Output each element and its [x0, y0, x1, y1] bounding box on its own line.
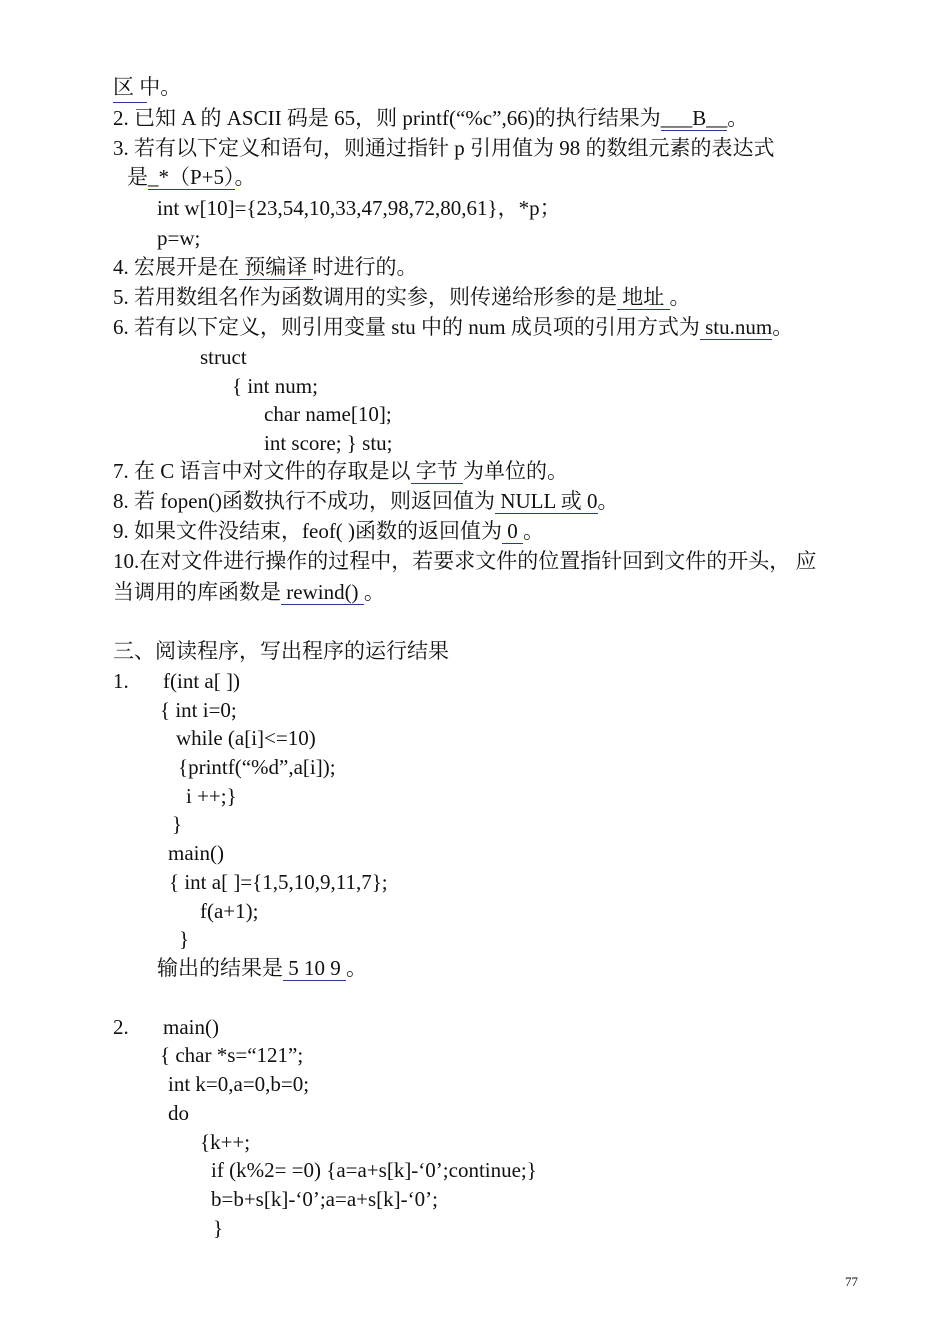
- code-line: while (a[i]<=10): [176, 726, 316, 750]
- question-text: 9. 如果文件没结束，feof( )函数的返回值为: [113, 519, 503, 543]
- question-text: 5. 若用数组名作为函数调用的实参，则传递给形参的是: [113, 285, 617, 309]
- code-line: b=b+s[k]-‘0’;a=a+s[k]-‘0’;: [211, 1187, 438, 1211]
- code-line: struct: [200, 345, 247, 369]
- answer-blank: rewind(): [281, 580, 364, 604]
- answer-blank: _*（P+5）: [148, 165, 235, 189]
- code-line: int k=0,a=0,b=0;: [168, 1072, 310, 1096]
- answer-blank: 0: [502, 519, 524, 543]
- item-number: 1.: [113, 669, 129, 693]
- code-line: {printf(“%d”,a[i]);: [178, 755, 336, 779]
- answer-blank: 地址: [617, 285, 670, 309]
- answer-blank: stu.num: [699, 315, 773, 339]
- code-line: do: [168, 1101, 189, 1125]
- text-fragment: 中。: [134, 75, 182, 99]
- text-line: [113, 254, 418, 280]
- question-text: 10.在对文件进行操作的过程中，若要求文件的位置指针回到文件的开头， 应: [113, 549, 817, 573]
- section-heading: 三、阅读程序，写出程序的运行结果: [113, 639, 449, 663]
- answer-blank: 字节: [410, 459, 464, 483]
- underline-mark: [113, 102, 147, 103]
- question-text: 4. 宏展开是在: [113, 255, 239, 279]
- question-text: 。: [234, 165, 256, 189]
- text-line: [113, 518, 544, 544]
- answer-blank: 5 10 9: [283, 956, 346, 980]
- code-line: i ++;}: [186, 784, 237, 808]
- code-line: main(): [163, 1015, 219, 1039]
- text-line: [127, 164, 256, 190]
- code-line: }: [172, 812, 183, 836]
- text-fragment: 区: [113, 75, 134, 99]
- code-line: }: [179, 927, 190, 951]
- code-line: f(a+1);: [200, 899, 259, 923]
- code-line: { char *s=“121”;: [160, 1043, 304, 1067]
- code-line: int w[10]={23,54,10,33,47,98,72,80,61}，*p；: [157, 196, 561, 220]
- text-line: [113, 579, 385, 605]
- answer-blank: 预编译: [239, 255, 313, 279]
- code-line: }: [213, 1216, 224, 1240]
- code-line: { int i=0;: [160, 698, 237, 722]
- text-line: [113, 284, 691, 310]
- text-line: [113, 488, 619, 514]
- question-text: 。: [523, 519, 545, 543]
- code-line: p=w;: [157, 226, 201, 250]
- question-text: 7. 在 C 语言中对文件的存取是以: [113, 459, 411, 483]
- code-line: if (k%2= =0) {a=a+s[k]-‘0’;continue;}: [211, 1158, 537, 1182]
- question-text: 8. 若 fopen()函数执行不成功，则返回值为: [113, 489, 496, 513]
- text-line: [113, 1014, 129, 1040]
- item-number: 2.: [113, 1015, 129, 1039]
- question-text: 6. 若有以下定义，则引用变量 stu 中的 num 成员项的引用方式为: [113, 315, 700, 339]
- question-text: 输出的结果是: [157, 956, 283, 980]
- text-line: [113, 74, 181, 100]
- question-text: 当调用的库函数是: [113, 580, 281, 604]
- code-line: int score; } stu;: [264, 431, 393, 455]
- code-line: {k++;: [200, 1130, 251, 1154]
- question-text: 是: [127, 165, 148, 189]
- question-text: 为单位的。: [463, 459, 569, 483]
- question-text: 时进行的。: [312, 255, 418, 279]
- text-line: [113, 668, 129, 694]
- question-text: 。: [363, 580, 385, 604]
- question-text: 。: [669, 285, 691, 309]
- code-line: { int a[ ]={1,5,10,9,11,7};: [169, 870, 388, 894]
- question-text: 。: [772, 315, 794, 339]
- text-line: [157, 955, 367, 981]
- code-line: f(int a[ ]): [163, 669, 240, 693]
- code-line: { int num;: [232, 374, 318, 398]
- question-text: 。: [597, 489, 619, 513]
- question-text: 2. 已知 A 的 ASCII 码是 65，则 printf(“%c”,66)的执行结果为: [113, 106, 661, 130]
- text-line: [113, 314, 793, 340]
- page-number: 77: [845, 1274, 858, 1289]
- code-line: main(): [168, 841, 224, 865]
- code-line: char name[10];: [264, 402, 392, 426]
- text-line: [113, 458, 568, 484]
- question-text: 3. 若有以下定义和语句，则通过指针 p 引用值为 98 的数组元素的表达式: [113, 136, 775, 160]
- answer-blank: ___B__: [660, 106, 728, 130]
- text-line: [113, 105, 748, 131]
- answer-blank: NULL 或 0: [495, 489, 598, 513]
- question-text: 。: [727, 106, 749, 130]
- question-text: 。: [346, 956, 367, 980]
